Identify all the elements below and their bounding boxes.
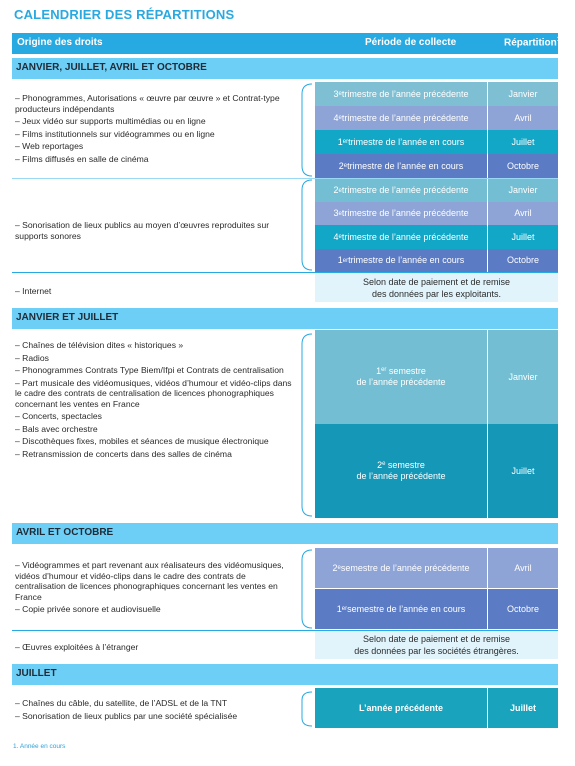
header-period: Période de collecte [365, 37, 457, 48]
group4-items [15, 560, 290, 617]
month-cell: Octobre [488, 589, 558, 629]
table-header [12, 33, 561, 54]
list-item: – Sonorisation de lieux publics par une société spécialisée [15, 710, 238, 721]
page-title: CALENDRIER DES RÉPARTITIONS [14, 7, 235, 22]
list-item: – Discothèques fixes, mobiles et séances de musique électronique [15, 436, 269, 446]
internet-note: Selon date de paiement et de remise des données par les exploitants. [315, 273, 558, 302]
foreign-item [15, 642, 290, 655]
month-cell: Avril [488, 202, 558, 225]
section-header-1: JANVIER, JUILLET, AVRIL ET OCTOBRE [12, 58, 558, 79]
period-cell: 3 e trimestre de l’année précédente [315, 82, 487, 106]
month-cell: Juillet [488, 225, 558, 249]
bracket-3 [296, 332, 316, 518]
period-cell: 4 e trimestre de l’année précédente [315, 225, 487, 249]
list-item: – Part musicale des vidéomusiques, vidéos d’humour et vidéo-clips dans le cadre des contrats de centralisation de licences phonographiques concernant les ventes en France [15, 377, 292, 409]
month-cell: Juillet [488, 130, 558, 154]
group3-items [15, 340, 297, 461]
group1-items [15, 93, 285, 166]
period-cell: 2 e semestre de l’année précédente [315, 548, 487, 588]
list-item: – Phonogrammes, Autorisations « œuvre par œuvre » et Contrat-type producteurs indépendants [15, 93, 280, 114]
period-cell: 1er semestre de l’année précédente [315, 330, 487, 424]
month-cell: Juillet [488, 688, 558, 728]
internet-item [15, 286, 285, 299]
list-item: – Copie privée sonore et audiovisuelle [15, 604, 161, 614]
period-cell: 1 er trimestre de l’année en cours [315, 130, 487, 154]
month-cell: Octobre [488, 154, 558, 178]
section-header-3: AVRIL ET OCTOBRE [12, 523, 558, 544]
foreign-note: Selon date de paiement et de remise des données par les sociétés étrangères. [315, 631, 558, 659]
section-header-2: JANVIER ET JUILLET [12, 308, 558, 329]
list-item: – Web reportages [15, 141, 84, 151]
list-item: – Œuvres exploitées à l’étranger [15, 642, 139, 652]
list-item: – Bals avec orchestre [15, 423, 98, 434]
list-item: – Sonorisation de lieux publics au moyen d’œuvres reproduites sur supports sonores [15, 220, 270, 241]
period-cell: 2 e trimestre de l’année en cours [315, 154, 487, 178]
period-cell: 1 er semestre de l’année en cours [315, 589, 487, 629]
month-cell: Janvier [488, 82, 558, 106]
list-item: – Internet [15, 286, 52, 296]
period-cell: 1 er trimestre de l’année en cours [315, 249, 487, 272]
list-item: – Concerts, spectacles [15, 411, 102, 421]
footnote: 1. Année en cours [13, 743, 66, 750]
section-header-4: JUILLET [12, 664, 558, 685]
month-cell: Avril [488, 106, 558, 130]
period-cell: 2e semestre de l’année précédente [315, 424, 487, 518]
group5-items [15, 698, 305, 723]
list-item: – Radios [15, 352, 49, 363]
month-cell: Janvier [488, 179, 558, 202]
list-item: – Jeux vidéo sur supports multimédias ou en ligne [15, 116, 206, 126]
header-repartition: Répartition$^1$ [504, 37, 561, 49]
list-item: – Films diffusés en salle de cinéma [15, 153, 149, 164]
list-item: – Chaînes du câble, du satellite, de l’ADSL et de la TNT [15, 698, 228, 708]
list-item: – Chaînes de télévision dites « historiques » [15, 340, 184, 350]
list-item: – Phonogrammes Contrats Type Biem/Ifpi et Contrats de centralisation [15, 365, 284, 375]
list-item: – Films institutionnels sur vidéogrammes ou en ligne [15, 128, 215, 139]
header-origin: Origine des droits [17, 37, 103, 48]
bracket-1 [296, 82, 316, 178]
bracket-4 [296, 548, 316, 630]
period-cell: 2 e trimestre de l’année précédente [315, 179, 487, 202]
month-cell: Octobre [488, 249, 558, 272]
period-cell: 3 e trimestre de l’année précédente [315, 202, 487, 225]
month-cell: Avril [488, 548, 558, 588]
period-cell: L’année précédente [315, 688, 487, 728]
list-item: – Retransmission de concerts dans des salles de cinéma [15, 448, 232, 459]
list-item: – Vidéogrammes et part revenant aux réalisateurs des vidéomusiques, vidéos d’humour et vidéo-clips dans le cadre des contrats de centralisation de licences phonographiques concernant les ventes en France [15, 560, 284, 602]
group2-items [15, 220, 285, 243]
bracket-2 [296, 178, 316, 272]
bracket-5 [296, 690, 316, 728]
period-cell: 4 e trimestre de l’année précédente [315, 106, 487, 130]
month-cell: Juillet [488, 424, 558, 518]
month-cell: Janvier [488, 330, 558, 424]
